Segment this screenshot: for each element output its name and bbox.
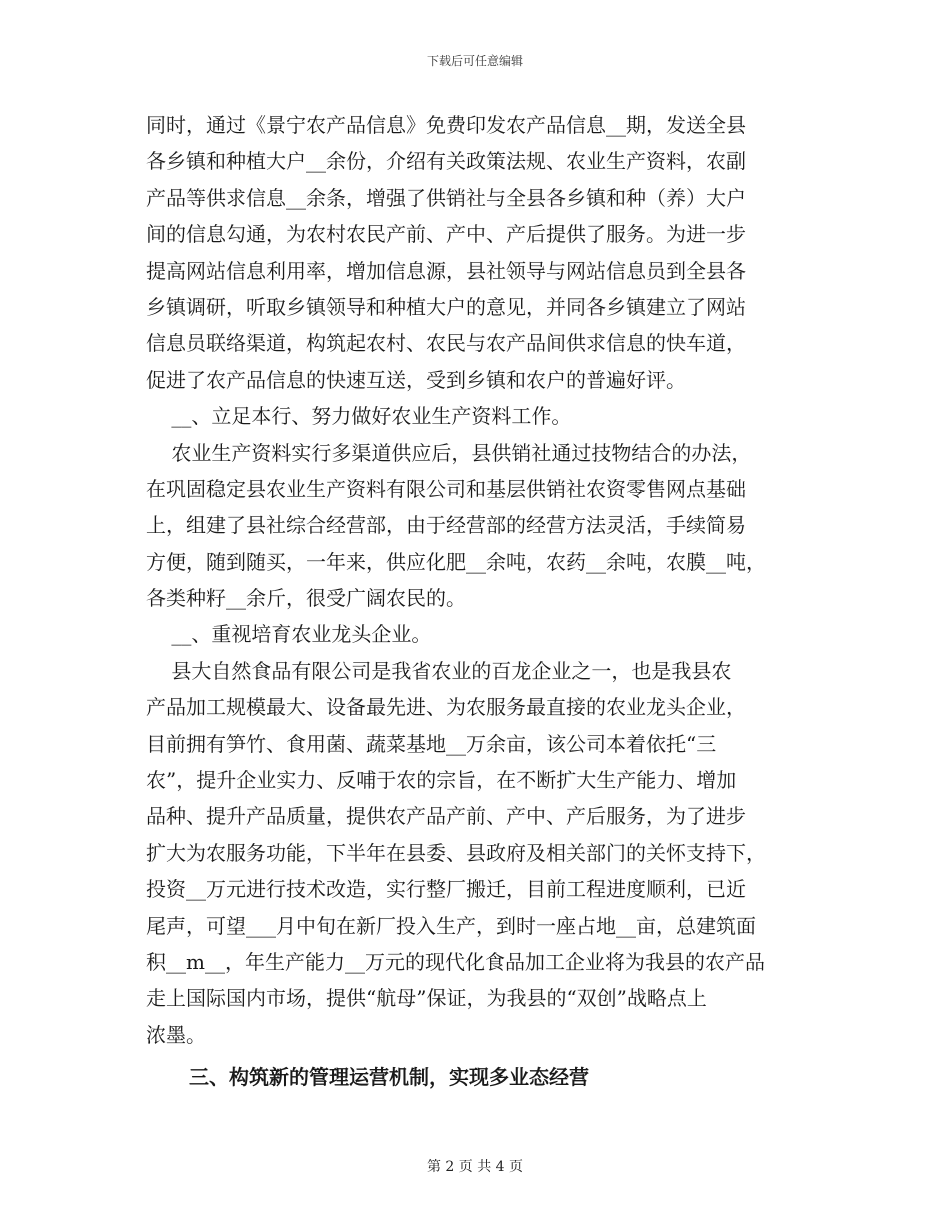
subheading-line: __、重视培育农业龙头企业。 <box>146 622 432 647</box>
text-line: 促进了农产品信息的快速互送，受到乡镇和农户的普遍好评。 <box>146 367 686 392</box>
text-line: 提高网站信息利用率，增加信息源，县社领导与网站信息员到全县各 <box>146 258 746 283</box>
text-line: 浓墨。 <box>146 1022 206 1047</box>
text-line: 同时，通过《景宁农产品信息》免费印发农产品信息__期，发送全县 <box>146 113 746 137</box>
text-line: 信息员联络渠道，构筑起农村、农民与农产品间供求信息的快车道， <box>146 331 746 356</box>
text-line: 尾声，可望___月中旬在新厂投入生产，到时一座占地__亩，总建筑面 <box>146 913 756 938</box>
text-line: 积__m__，年生产能力__万元的现代化食品加工企业将为我县的农产品 <box>146 949 765 974</box>
subheading-line: __、立足本行、努力做好农业生产资料工作。 <box>146 404 572 429</box>
text-line: 乡镇调研，听取乡镇领导和种植大户的意见，并同各乡镇建立了网站 <box>146 294 746 319</box>
text-line: 各类种籽__余斤，很受广阔农民的。 <box>146 586 466 611</box>
text-line: 各乡镇和种植大户__余份，介绍有关政策法规、农业生产资料，农副 <box>146 149 746 174</box>
text-line: 品种、提升产品质量，提供农产品产前、产中、产后服务，为了进步 <box>146 804 746 829</box>
text-line: 上，组建了县社综合经营部，由于经营部的经营方法灵活，手续简易 <box>146 513 746 538</box>
document-body <box>146 107 806 1096</box>
section-heading: 三、构筑新的管理运营机制，实现多业态经营 <box>189 1065 589 1090</box>
text-line: 在巩固稳定县农业生产资料有限公司和基层供销社农资零售网点基础 <box>146 476 746 501</box>
text-line: 投资__万元进行技术改造，实行整厂搬迁，目前工程进度顺利，已近 <box>146 877 746 902</box>
page-indicator: 第 2 页 共 4 页 <box>426 1159 524 1175</box>
text-line: 农”，提升企业实力、反哺于农的宗旨，在不断扩大生产能力、增加 <box>146 768 737 793</box>
text-line: 目前拥有笋竹、食用菌、蔬菜基地__万余亩，该公司本着依托“三 <box>146 731 717 756</box>
text-line: 走上国际国内市场，提供“航母”保证，为我县的“双创”战略点上 <box>146 986 707 1011</box>
text-line: 产品加工规模最大、设备最先进、为农服务最直接的农业龙头企业， <box>146 695 746 720</box>
text-line: 县大自然食品有限公司是我省农业的百龙企业之一，也是我县农 <box>146 658 732 683</box>
text-line: 方便，随到随买，一年来，供应化肥__余吨，农药__余吨，农膜__吨， <box>146 549 766 574</box>
header-note: 下载后可任意编辑 <box>426 54 523 68</box>
text-line: 农业生产资料实行多渠道供应后，县供销社通过技物结合的办法， <box>146 440 752 465</box>
text-line: 间的信息勾通，为农村农民产前、产中、产后提供了服务。为进一步 <box>146 222 746 247</box>
text-line: 扩大为农服务功能，下半年在县委、县政府及相关部门的关怀支持下， <box>146 840 766 865</box>
text-line: 产品等供求信息__余条，增强了供销社与全县各乡镇和种（养）大户 <box>146 185 746 210</box>
